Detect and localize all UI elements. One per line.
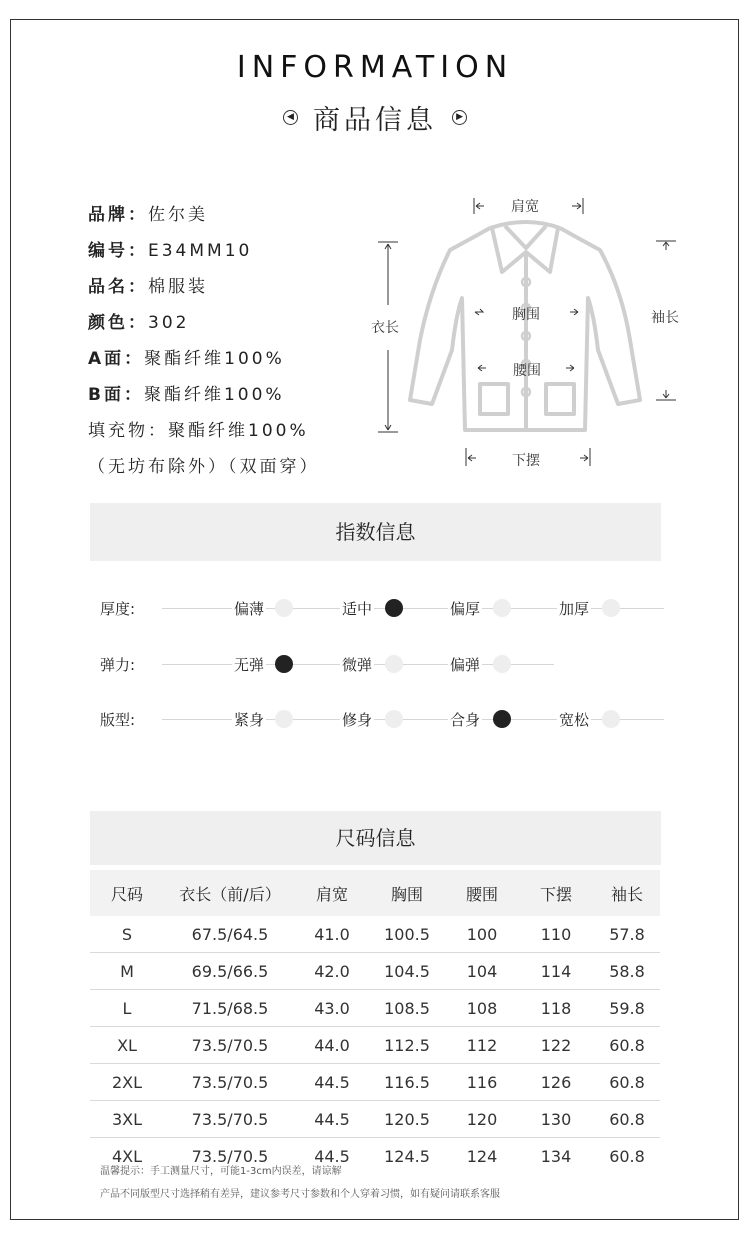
note-fit-advice: 产品不同版型尺寸选择稍有差异，建议参考尺寸参数和个人穿着习惯，如有疑问请联系客服 [100, 1189, 500, 1200]
column-header: 尺码 [90, 870, 164, 916]
spec-filling: 填充物：聚酯纤维100% [88, 421, 309, 441]
index-option: 宽松 [559, 711, 590, 729]
spec-remark: （无坊布除外）（双面穿） [88, 457, 320, 477]
table-cell: 134 [540, 1146, 572, 1166]
title-en: INFORMATION [236, 50, 514, 85]
index-dot [275, 710, 293, 728]
table-cell: 44.0 [296, 1027, 368, 1064]
index-dot [385, 710, 403, 728]
table-cell: 130 [518, 1101, 594, 1138]
index-row-thickness [0, 598, 750, 618]
label-shoulder: 肩宽 [511, 199, 539, 215]
table-cell: 60.8 [594, 1064, 660, 1101]
table-cell: 100.5 [368, 916, 446, 953]
table-cell: 44.5 [296, 1064, 368, 1101]
index-option: 偏薄 [234, 600, 265, 618]
column-header: 腰围 [446, 870, 518, 916]
table-cell: 44.5 [314, 1146, 350, 1166]
table-cell: 73.5/70.5 [164, 1064, 296, 1101]
table-cell: XL [90, 1027, 164, 1064]
table-cell: S [90, 916, 164, 953]
index-dot-selected [493, 710, 511, 728]
table-cell: 112.5 [368, 1027, 446, 1064]
garment-diagram [360, 190, 690, 480]
label-chest: 胸围 [512, 307, 540, 323]
label-waist: 腰围 [513, 363, 541, 379]
table-row [90, 990, 660, 1027]
index-dot [275, 599, 293, 617]
table-cell: 104 [446, 953, 518, 990]
column-header: 袖长 [594, 870, 660, 916]
column-header: 下摆 [518, 870, 594, 916]
index-option: 无弹 [234, 656, 265, 674]
index-label: 厚度: [100, 600, 136, 618]
table-row [90, 1064, 660, 1101]
jacket-outline-icon [410, 222, 640, 430]
table-cell: 71.5/68.5 [164, 990, 296, 1027]
table-cell: 58.8 [594, 953, 660, 990]
index-dot [385, 655, 403, 673]
table-cell: 124.5 [384, 1146, 430, 1166]
size-section-title: 尺码信息 [90, 811, 661, 865]
table-cell: 108 [446, 990, 518, 1027]
size-table [90, 870, 660, 1174]
table-cell: 2XL [90, 1064, 164, 1101]
table-cell: 112 [446, 1027, 518, 1064]
table-cell: 114 [518, 953, 594, 990]
index-dot [602, 599, 620, 617]
table-cell: 126 [518, 1064, 594, 1101]
index-dot [493, 655, 511, 673]
table-row [90, 1101, 660, 1138]
column-header: 胸围 [368, 870, 446, 916]
spec-side-a: A面：聚酯纤维100% [88, 349, 285, 369]
left-arrow-icon: ◀ [283, 110, 298, 125]
table-cell: 120 [446, 1101, 518, 1138]
index-option: 偏弹 [450, 656, 481, 674]
table-row [90, 953, 660, 990]
table-cell: 108.5 [368, 990, 446, 1027]
table-cell: 120.5 [368, 1101, 446, 1138]
table-cell: 41.0 [296, 916, 368, 953]
table-cell: 44.5 [296, 1101, 368, 1138]
table-cell: L [90, 990, 164, 1027]
column-header: 衣长（前/后） [164, 870, 296, 916]
title-cn-row [0, 98, 750, 137]
table-cell: 116.5 [368, 1064, 446, 1101]
index-option: 加厚 [559, 600, 590, 618]
index-dot-selected [275, 655, 293, 673]
table-cell: 60.8 [594, 1027, 660, 1064]
label-hem: 下摆 [512, 453, 540, 469]
table-cell: 110 [518, 916, 594, 953]
table-cell: 60.8 [594, 1101, 660, 1138]
label-sleeve: 袖长 [651, 310, 679, 326]
table-cell: 116 [446, 1064, 518, 1101]
table-cell: 4XL [111, 1146, 143, 1166]
table-cell: 3XL [90, 1101, 164, 1138]
index-option: 偏厚 [450, 600, 481, 618]
table-cell: 100 [446, 916, 518, 953]
table-cell: 42.0 [296, 953, 368, 990]
label-length: 衣长 [371, 320, 399, 336]
table-cell: 67.5/64.5 [164, 916, 296, 953]
table-row [90, 916, 660, 953]
spec-code: 编号：E34MM10 [88, 241, 253, 261]
table-cell: 73.5/70.5 [191, 1146, 269, 1166]
index-row-fit [0, 709, 750, 729]
table-row [90, 1027, 660, 1064]
spec-color: 颜色：302 [88, 313, 190, 333]
index-row-elasticity [0, 654, 750, 674]
index-label: 弹力: [100, 656, 136, 674]
index-option: 紧身 [234, 711, 265, 729]
table-cell: 124 [466, 1146, 498, 1166]
table-cell: 57.8 [594, 916, 660, 953]
index-option: 修身 [342, 711, 373, 729]
size-table-header [90, 870, 660, 916]
table-cell: 118 [518, 990, 594, 1027]
spec-side-b: B面：聚酯纤维100% [88, 385, 285, 405]
table-cell: M [90, 953, 164, 990]
table-cell: 43.0 [296, 990, 368, 1027]
table-cell: 73.5/70.5 [164, 1027, 296, 1064]
table-cell: 59.8 [594, 990, 660, 1027]
table-cell: 73.5/70.5 [164, 1101, 296, 1138]
index-option: 适中 [342, 600, 373, 618]
index-section-title: 指数信息 [90, 503, 661, 561]
right-arrow-icon: ▶ [452, 110, 467, 125]
index-option: 微弹 [342, 656, 373, 674]
table-cell: 60.8 [609, 1146, 645, 1166]
table-cell: 104.5 [368, 953, 446, 990]
index-dot-selected [385, 599, 403, 617]
index-dot [493, 599, 511, 617]
table-cell: 122 [518, 1027, 594, 1064]
index-label: 版型: [100, 711, 136, 729]
column-header: 肩宽 [296, 870, 368, 916]
table-cell: 69.5/66.5 [164, 953, 296, 990]
index-option: 合身 [450, 711, 481, 729]
note-measurement: 温馨提示：手工测量尺寸，可能1-3cm内误差，请谅解 [100, 1166, 342, 1177]
title-cn: 商品信息 [313, 105, 437, 136]
index-dot [602, 710, 620, 728]
spec-brand: 品牌：佐尔美 [88, 205, 208, 225]
spec-name: 品名：棉服装 [88, 277, 208, 297]
